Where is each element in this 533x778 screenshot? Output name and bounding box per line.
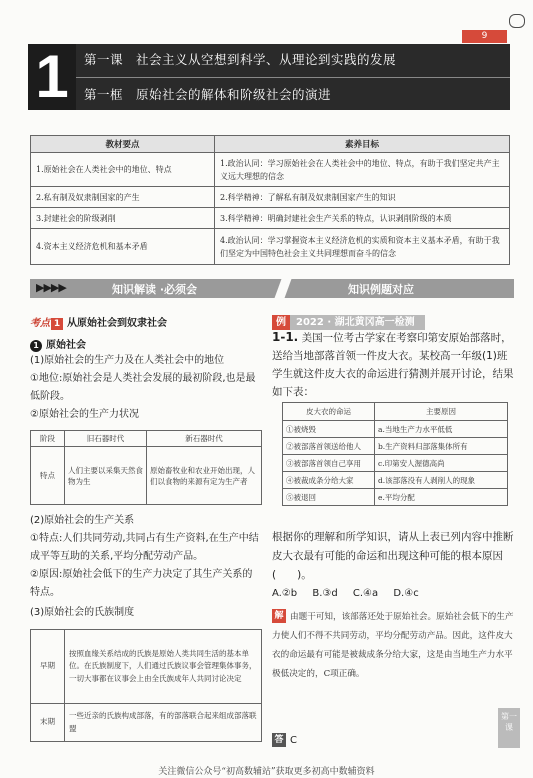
title-divider <box>76 77 510 78</box>
clan-row-text: 一些近亲的氏族构成部落，有的部落联合起来组成部落联盟 <box>65 704 262 742</box>
fate-reason: a.当地生产力水平低低 <box>375 421 508 438</box>
kaodian-label: 考点 <box>30 318 50 329</box>
arrows-icon: ▶▶▶▶ <box>36 281 66 294</box>
fate-reason: e.平均分配 <box>375 489 508 506</box>
top-bar <box>0 0 533 36</box>
table-row <box>283 421 508 438</box>
banner-right-title: 知识例题对应 <box>348 283 414 296</box>
answer <box>272 733 297 747</box>
kaodian-heading <box>30 314 167 330</box>
option-b: B.③d <box>312 588 338 599</box>
stage-header: 阶段 <box>31 431 65 447</box>
clan-row-text: 按照血缘关系结成的氏族是原始人类共同生活的基本单位。在氏族制度下，人们通过氏族议事会管理集体事务，一切大事都在议事会上由全氏族成年人共同讨论决定 <box>65 630 262 704</box>
table-row <box>31 153 510 187</box>
stage-header: 新石器时代 <box>147 431 262 447</box>
kaodian-number: 1 <box>51 318 63 330</box>
kaodian-title: 从原始社会到奴隶社会 <box>67 318 167 329</box>
fate-reason: b.生产资料归部落集体所有 <box>375 438 508 455</box>
example-label: 例 <box>272 315 290 330</box>
subsection-title: 原始社会 <box>46 340 86 351</box>
objective-goal: 3.科学精神：明确封建社会生产关系的特点，认识剥削阶级的本质 <box>215 208 510 229</box>
question-number: 1-1. <box>272 330 299 344</box>
objective-goal: 2.科学精神：了解私有制及奴隶制国家产生的知识 <box>215 187 510 208</box>
explanation-label: 解 <box>272 609 286 623</box>
lesson-title: 第一课 社会主义从空想到科学、从理论到实践的发展 <box>84 52 397 67</box>
paragraph: ①特点:人们共同劳动,共同占有生产资料,在生产中结成平等互助的关系,平均分配劳动产品。 <box>30 533 259 562</box>
explanation <box>272 608 514 684</box>
section-banner <box>30 279 514 298</box>
stage-header: 旧石器时代 <box>65 431 147 447</box>
fate-reason: c.印第安人渥德高尚 <box>375 455 508 472</box>
fate-header: 主要原因 <box>375 403 508 421</box>
table-row <box>31 630 262 704</box>
question-body: 美国一位考古学家在考察印第安原始部落时，送给当地部落首领一件皮大衣。某校高一年级(1)班学生就这件皮大衣的命运进行猜测并展开讨论，结果如下表： <box>272 332 514 398</box>
fate-reason: d.该部落没有人剥削人的现象 <box>375 472 508 489</box>
banner-divider <box>275 279 292 298</box>
table-row <box>31 229 510 265</box>
objective-point: 3.封建社会的阶级剥削 <box>31 208 215 229</box>
fate-option: ③被部落首领自己享用 <box>283 455 375 472</box>
answer-value: C <box>290 735 297 746</box>
option-c: C.④a <box>352 588 379 599</box>
table-row <box>283 438 508 455</box>
page-number: 9 <box>462 30 507 43</box>
table-row <box>31 704 262 742</box>
chapter-number: 1 <box>28 44 76 110</box>
table-row <box>31 208 510 229</box>
speech-bubble-icon <box>509 14 525 28</box>
fate-option: ⑤被退回 <box>283 489 375 506</box>
paragraph: (1)原始社会的生产力及在人类社会中的地位 <box>30 355 225 366</box>
stage-row-label: 特点 <box>31 447 65 505</box>
table-row <box>283 455 508 472</box>
paragraph: (3)原始社会的氏族制度 <box>30 607 135 618</box>
example-tag <box>272 310 425 328</box>
paragraph: ②原始社会的生产力状况 <box>30 409 139 420</box>
table-row <box>31 187 510 208</box>
banner-left-title: 知识解读 ·必须会 <box>112 283 198 296</box>
paragraph: (2)原始社会的生产关系 <box>30 515 135 526</box>
fate-option: ①被烧毁 <box>283 421 375 438</box>
objectives-table <box>30 135 510 265</box>
section-title: 第一框 原始社会的解体和阶级社会的演进 <box>84 87 332 102</box>
answer-label: 答 <box>272 733 286 747</box>
subsection-heading <box>30 336 86 352</box>
productivity-table <box>30 430 262 505</box>
objective-goal: 1.政治认同：学习原始社会在人类社会中的地位、特点，有助于我们坚定共产主义远大理想的信念 <box>215 153 510 187</box>
question-text <box>272 328 514 401</box>
stage-cell: 人们主要以采集天然食物为生 <box>65 447 147 505</box>
paragraph: ②原因:原始社会低下的生产力决定了其生产关系的特点。 <box>30 569 253 598</box>
answer-options <box>272 588 514 599</box>
fate-header: 皮大衣的命运 <box>283 403 375 421</box>
objective-point: 4.资本主义经济危机和基本矛盾 <box>31 229 215 265</box>
fate-option: ②被部落首领送给他人 <box>283 438 375 455</box>
objectives-header-goals: 素养目标 <box>215 136 510 153</box>
objective-goal: 4.政治认同：学习掌握资本主义经济危机的实质和资本主义基本矛盾，有助于我们坚定为中国特色社会主义共同理想而奋斗的信念 <box>215 229 510 265</box>
side-chapter-tab: 第一课 <box>498 708 520 748</box>
objective-point: 1.原始社会在人类社会中的地位、特点 <box>31 153 215 187</box>
objective-point: 2.私有制及奴隶制国家的产生 <box>31 187 215 208</box>
subsection-number: 1 <box>30 340 42 352</box>
objectives-header-points: 教材要点 <box>31 136 215 153</box>
chapter-title-bar <box>76 44 510 110</box>
clan-system-table <box>30 629 262 742</box>
explanation-text: 由题干可知，该部落还处于原始社会。原始社会低下的生产力使人们不得不共同劳动，平均分配劳动产品。因此，这件皮大衣的命运最有可能是被裁成条分给大家，这是由当地生产力水平极低决定的，C项正确。 <box>272 612 514 679</box>
clan-row-label: 早期 <box>31 630 65 704</box>
option-a: A.②b <box>272 588 298 599</box>
footer-note: 关注微信公众号“初高数辅站”获取更多初高中数辅资料 <box>158 767 375 777</box>
stage-cell: 原始畜牧业和农业开始出现，人们以食物的来源有定为生产者 <box>147 447 262 505</box>
table-row <box>31 447 262 505</box>
table-row <box>283 472 508 489</box>
fate-option: ④被裁成条分给大家 <box>283 472 375 489</box>
question-prompt: 根据你的理解和所学知识，请从上表已列内容中推断皮大衣最有可能的命运和出现这种可能的根本原因( )。 <box>272 531 514 581</box>
fate-table <box>282 402 508 506</box>
clan-row-label: 末期 <box>31 704 65 742</box>
example-source: 2022 · 湖北黄冈高一检测 <box>290 315 425 330</box>
paragraph: ①地位:原始社会是人类社会发展的最初阶段,也是最低阶段。 <box>30 373 256 402</box>
table-row <box>283 489 508 506</box>
option-d: D.④c <box>393 588 419 599</box>
